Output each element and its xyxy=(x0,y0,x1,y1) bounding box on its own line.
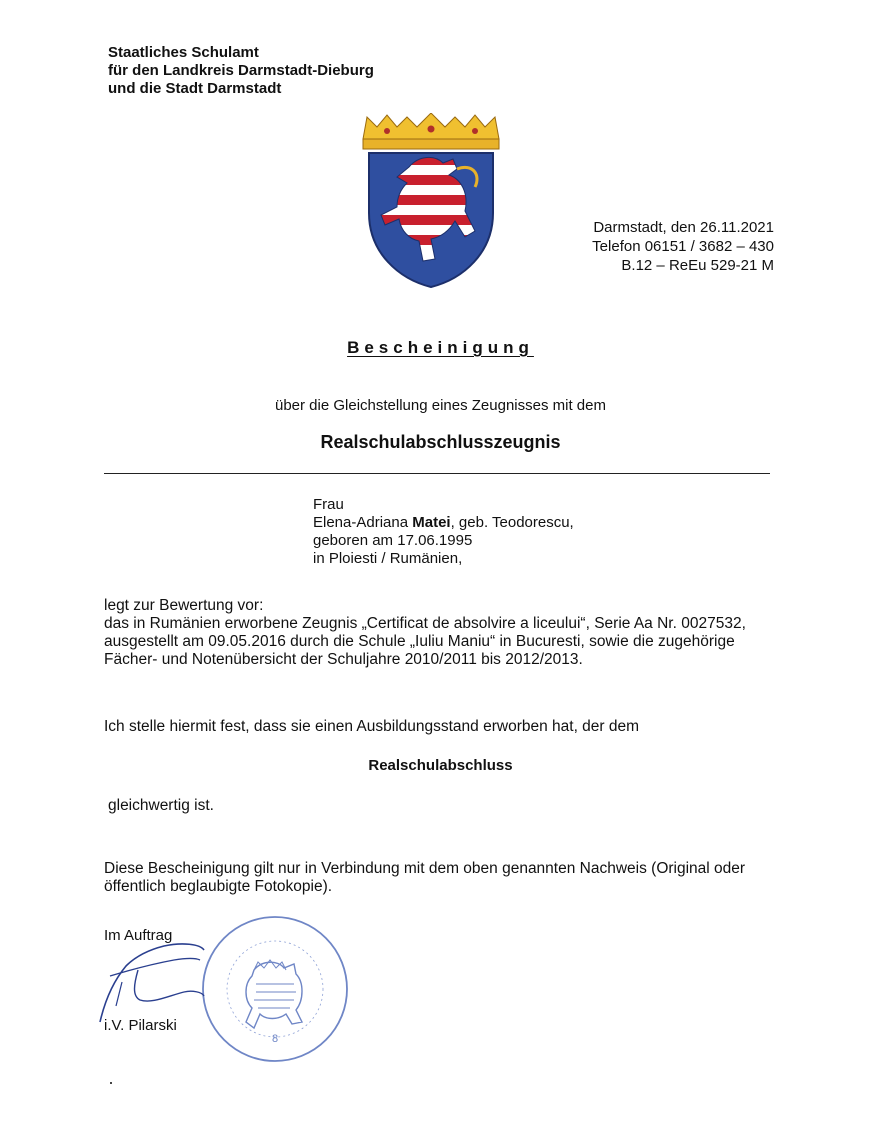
handwritten-signature xyxy=(96,936,206,1028)
birth-name: , geb. Teodorescu, xyxy=(450,514,574,531)
divider-line xyxy=(104,473,770,474)
document-title: Bescheinigung xyxy=(347,338,534,357)
hessen-coat-of-arms-icon xyxy=(357,113,505,289)
document-meta xyxy=(520,218,774,275)
authority-line-3: und die Stadt Darmstadt xyxy=(108,80,282,97)
last-name: Matei xyxy=(412,514,451,531)
authority-line-2: für den Landkreis Darmstadt-Dieburg xyxy=(108,62,374,79)
first-name: Elena-Adriana xyxy=(313,514,409,531)
reference-number: B.12 – ReEu 529-21 M xyxy=(621,257,774,274)
validity-text: Diese Bescheinigung gilt nur in Verbindung mit dem oben genannten Nachweis (Original oder öffentlich beglaubigte Fotokopie). xyxy=(104,860,746,895)
phone-number: Telefon 06151 / 3682 – 430 xyxy=(592,238,774,255)
document-subtitle: über die Gleichstellung eines Zeugnisses mit dem xyxy=(274,397,606,414)
authority-line-1: Staatliches Schulamt xyxy=(108,44,259,61)
stamp-number: 8 xyxy=(271,1033,279,1045)
evaluation-text: das in Rumänien erworbene Zeugnis „Certificat de absolvire a liceului“, Serie Aa Nr. 0027532, ausgestellt am 09.05.2016 durch die Schule „Iuliu Maniu“ in Bucuresti, sowie die zugehörige Fächer- und Notenübersicht der Schuljahre 2010/2011 bis 2012/2013. xyxy=(104,615,746,668)
on-behalf-label: Im Auftrag xyxy=(104,927,173,944)
crown-icon xyxy=(363,113,499,149)
salutation: Frau xyxy=(313,496,344,513)
place-date: Darmstadt, den 26.11.2021 xyxy=(593,219,774,236)
person-name xyxy=(313,514,574,532)
statement-text: Ich stelle hiermit fest, dass sie einen Ausbildungsstand erworben hat, der dem xyxy=(104,718,640,735)
speck xyxy=(110,1082,112,1084)
birth-place: in Ploiesti / Rumänien, xyxy=(313,550,463,567)
official-stamp-icon xyxy=(196,910,354,1068)
equivalence-text: gleichwertig ist. xyxy=(108,797,214,814)
intro-text: legt zur Bewertung vor: xyxy=(104,597,264,614)
signer-name: i.V. Pilarski xyxy=(104,1017,177,1034)
evaluation-paragraph xyxy=(104,597,774,669)
person-block xyxy=(313,496,574,568)
issuing-authority xyxy=(108,44,374,98)
birth-date: geboren am 17.06.1995 xyxy=(313,532,473,549)
certificate-name: Realschulabschlusszeugnis xyxy=(320,432,561,452)
result-qualification: Realschulabschluss xyxy=(368,757,513,774)
